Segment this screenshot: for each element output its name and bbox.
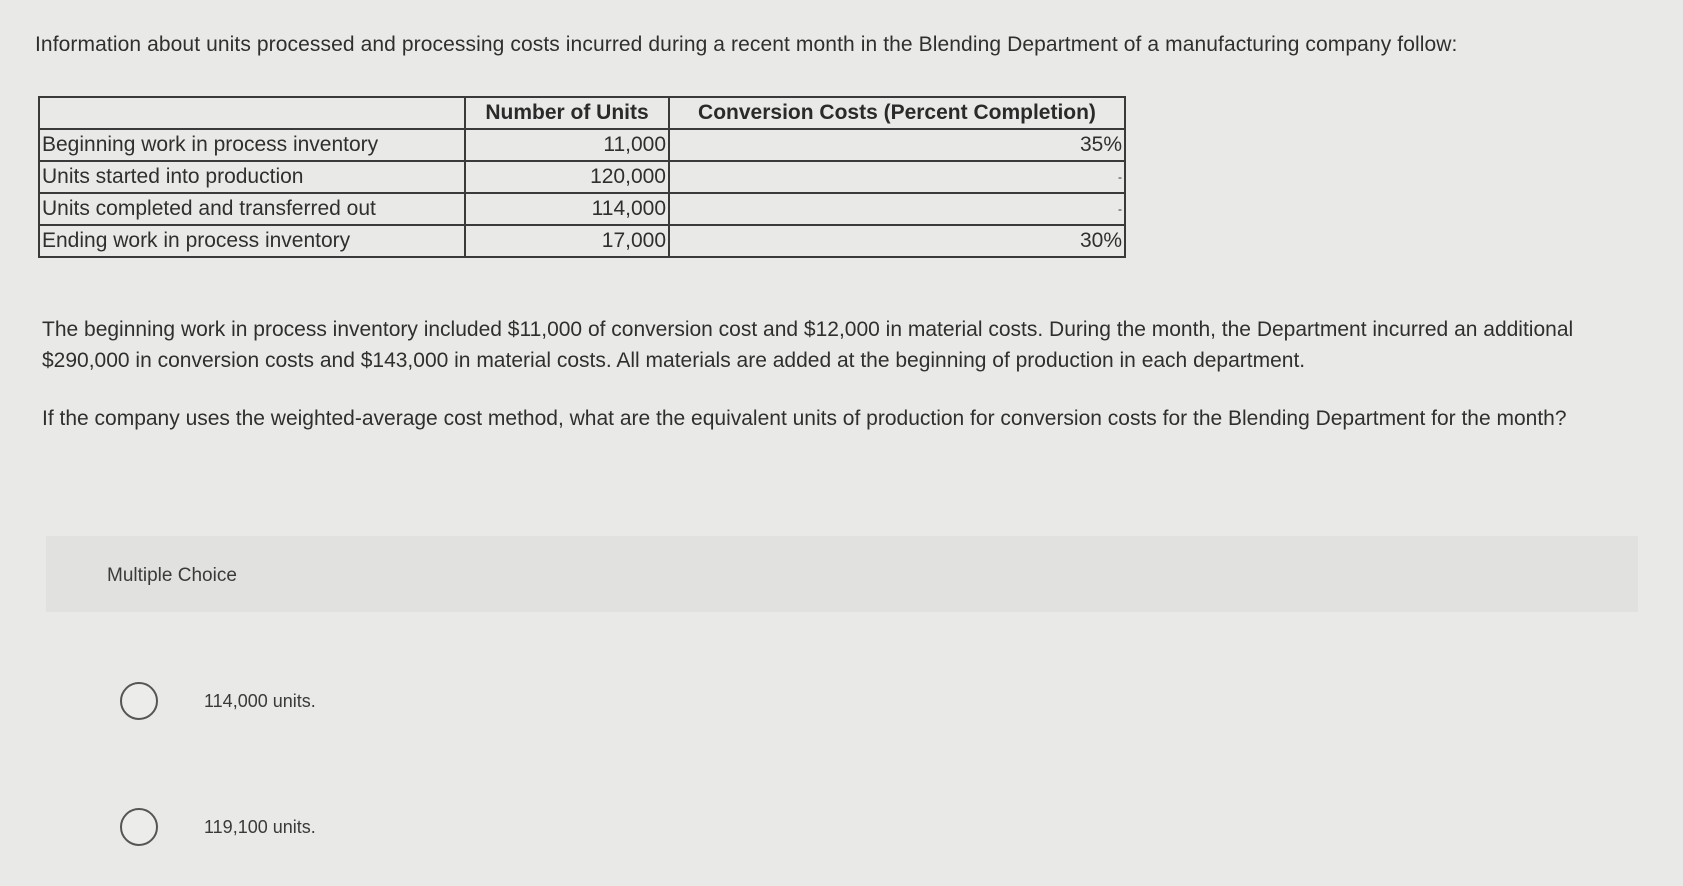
row-conversion: 35%: [669, 129, 1125, 161]
row-label: Ending work in process inventory: [39, 225, 465, 257]
row-conversion: -: [669, 193, 1125, 225]
answer-option-text: 114,000 units.: [204, 690, 316, 711]
table-row: [39, 193, 1125, 225]
row-label: Units completed and transferred out: [39, 193, 465, 225]
row-units: 17,000: [465, 225, 669, 257]
row-label: Units started into production: [39, 161, 465, 193]
row-label: Beginning work in process inventory: [39, 129, 465, 161]
table-row: [39, 161, 1125, 193]
answer-option-text: 119,100 units.: [204, 816, 316, 837]
units-table: [38, 96, 1126, 258]
answer-option[interactable]: [120, 682, 316, 720]
answer-option[interactable]: [120, 808, 316, 846]
header-number-of-units: Number of Units: [465, 97, 669, 129]
row-conversion: -: [669, 161, 1125, 193]
row-conversion: 30%: [669, 225, 1125, 257]
header-blank: [39, 97, 465, 129]
multiple-choice-label: Multiple Choice: [107, 565, 237, 586]
table-row: [39, 225, 1125, 257]
question-prompt: If the company uses the weighted-average cost method, what are the equivalent units of production for conversion costs for the Blending Department for the month?: [42, 407, 1567, 430]
row-units: 114,000: [465, 193, 669, 225]
question-intro: Information about units processed and processing costs incurred during a recent month in the Blending Department of a manufacturing company follow:: [35, 33, 1458, 56]
header-conversion-costs: Conversion Costs (Percent Completion): [669, 97, 1125, 129]
row-units: 11,000: [465, 129, 669, 161]
table-header-row: [39, 97, 1125, 129]
multiple-choice-header: [46, 536, 1638, 612]
row-units: 120,000: [465, 161, 669, 193]
radio-button[interactable]: [120, 808, 158, 846]
cost-paragraph: The beginning work in process inventory included $11,000 of conversion cost and $12,000 in material costs. During the month, the Department incurred an additional $290,000 in conversion costs and $143,000 in material costs. All materials are added at the beginning of production in each department.: [42, 318, 1574, 372]
radio-button[interactable]: [120, 682, 158, 720]
table-row: [39, 129, 1125, 161]
